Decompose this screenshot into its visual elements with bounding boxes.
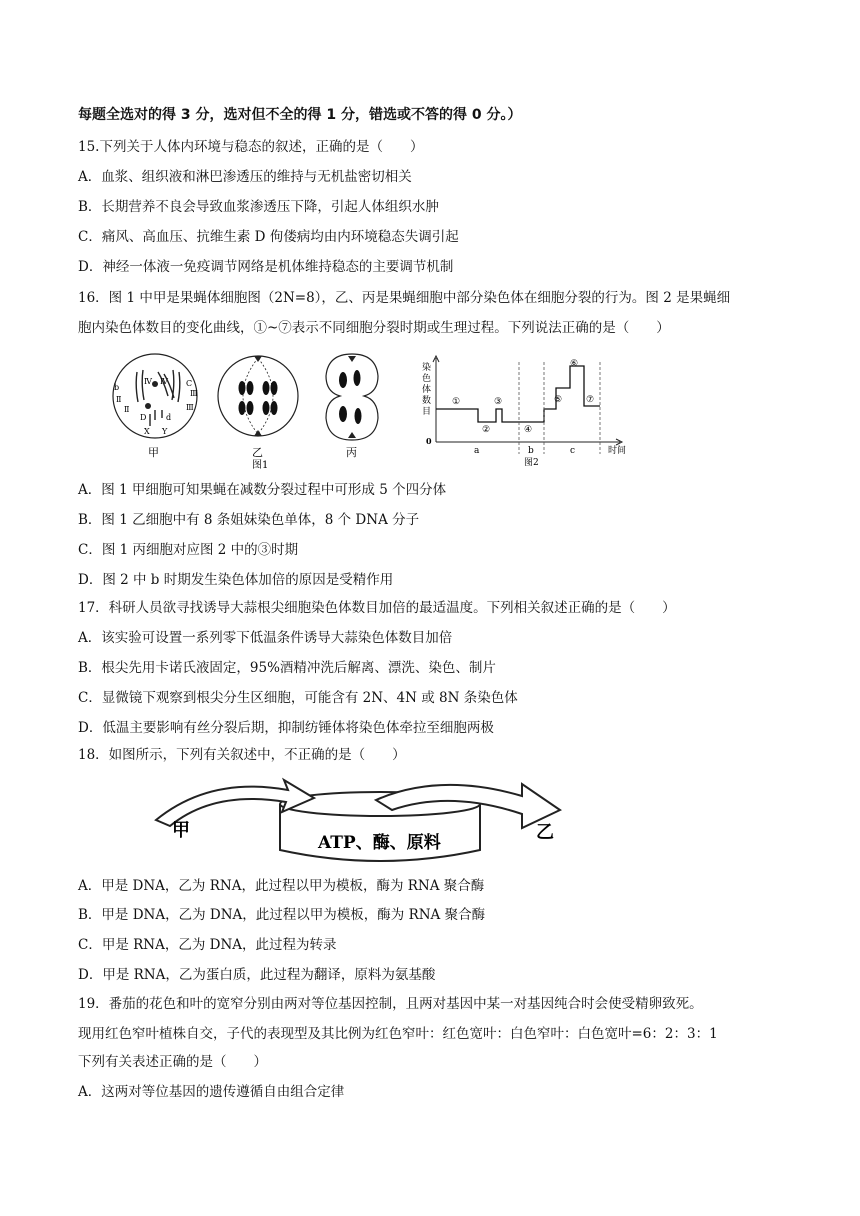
segment-b-label: b [528, 446, 534, 456]
q18-option-a: A．甲是 DNA，乙为 RNA，此过程以甲为模板，酶为 RNA 聚合酶 [78, 878, 485, 894]
q16-option-a: A．图 1 甲细胞可知果蝇在减数分裂过程中可形成 5 个四分体 [78, 482, 447, 498]
fig2-ylabel-char-5: 目 [422, 407, 432, 417]
fig2-ylabel-char-2: 色 [422, 374, 432, 384]
segment-c-label: c [570, 446, 576, 456]
q17-option-a: A．该实验可设置一系列零下低温条件诱导大蒜染色体数目加倍 [78, 630, 453, 646]
fig2-ylabel-char-1: 染 [422, 363, 432, 373]
cell-yi-label: 乙 [252, 446, 263, 459]
q17-option-d: D．低温主要影响有丝分裂后期，抑制纺锤体将染色体牵拉至细胞两极 [78, 720, 494, 736]
fig2-origin: 0 [426, 436, 432, 446]
q18-label-jia: 甲 [172, 820, 190, 841]
q15-option-a: A．血浆、组织液和淋巴渗透压的维持与无机盐密切相关 [78, 169, 412, 185]
q19-stem-line3: 下列有关表述正确的是（ ） [78, 1054, 267, 1070]
figure2-caption: 图2 [524, 458, 539, 468]
chrom-label-b: b [114, 383, 120, 392]
q15-option-d: D．神经一体液一免疫调节网络是机体维持稳态的主要调节机制 [78, 259, 454, 275]
q16-option-b: B．图 1 乙细胞中有 8 条姐妹染色单体，8 个 DNA 分子 [78, 512, 420, 528]
chrom-label-D: D [140, 413, 147, 422]
chrom-label-II-left: Ⅱ [116, 395, 122, 404]
q16-option-d: D．图 2 中 b 时期发生染色体加倍的原因是受精作用 [78, 572, 394, 588]
q19-option-a: A．这两对等位基因的遗传遵循自由组合定律 [78, 1084, 345, 1100]
fig2-xlabel: 时间 [608, 446, 627, 456]
stage-mark-6: ⑥ [570, 359, 579, 369]
stage-mark-3: ③ [494, 397, 503, 407]
q18-label-yi: 乙 [536, 822, 554, 843]
q16-stem-line2: 胞内染色体数目的变化曲线，①~⑦表示不同细胞分裂时期或生理过程。下列说法正确的是（ ） [78, 320, 670, 336]
q16-figure2 [420, 354, 640, 470]
q18-option-d: D．甲是 RNA，乙为蛋白质，此过程为翻译，原料为氨基酸 [78, 967, 436, 983]
scoring-note: 每题全选对的得 3 分，选对但不全的得 1 分，错选或不答的得 0 分。） [78, 107, 522, 123]
q17-option-b: B．根尖先用卡诺氏液固定，95%酒精冲洗后解离、漂洗、染色、制片 [78, 660, 496, 676]
chrom-label-III-right: Ⅲ [190, 389, 198, 398]
q18-center-label: ATP、酶、原料 [318, 833, 441, 853]
stage-mark-1: ① [452, 397, 461, 407]
chrom-label-Y: Y [162, 427, 168, 436]
chrom-label-II-lower: Ⅱ [124, 405, 130, 414]
q18-option-c: C．甲是 RNA，乙为 DNA，此过程为转录 [78, 937, 337, 953]
q15-option-b: B．长期营养不良会导致血浆渗透压下降，引起人体组织水肿 [78, 199, 439, 215]
chrom-label-d: d [166, 413, 172, 422]
q16-option-c: C．图 1 丙细胞对应图 2 中的③时期 [78, 542, 299, 558]
chrom-label-X: X [144, 427, 150, 436]
stage-mark-7: ⑦ [586, 395, 595, 405]
q18-option-b: B．甲是 DNA，乙为 DNA，此过程以甲为模板，酶为 RNA 聚合酶 [78, 907, 486, 923]
q16-figure1 [100, 344, 400, 469]
stage-mark-4: ④ [524, 425, 533, 435]
cell-jia-label: 甲 [148, 446, 159, 459]
q17-option-c: C．显微镜下观察到根尖分生区细胞，可能含有 2N、4N 或 8N 条染色体 [78, 690, 518, 706]
q18-figure [150, 776, 610, 876]
figure1-caption: 图1 [252, 460, 269, 469]
q18-stem: 18．如图所示，下列有关叙述中，不正确的是（ ） [78, 747, 406, 763]
stage-mark-5: ⑤ [554, 395, 563, 405]
fig2-ylabel-char-4: 数 [422, 396, 432, 406]
chrom-label-IV-a: Ⅳ [144, 377, 152, 386]
chrom-label-III-lower: Ⅲ [186, 403, 194, 412]
q19-stem-line1: 19．番茄的花色和叶的宽窄分别由两对等位基因控制，且两对基因中某一对基因纯合时会使受精卵致死。 [78, 996, 703, 1012]
stage-mark-2: ② [482, 425, 491, 435]
chrom-label-C: C [186, 379, 193, 388]
cell-bing-label: 丙 [346, 446, 357, 459]
q15-stem: 15.下列关于人体内环境与稳态的叙述，正确的是（ ） [78, 139, 424, 155]
segment-a-label: a [474, 446, 480, 456]
q17-stem: 17．科研人员欲寻找诱导大蒜根尖细胞染色体数目加倍的最适温度。下列相关叙述正确的是（ ） [78, 600, 676, 616]
q16-stem-line1: 16．图 1 中甲是果蝇体细胞图（2N=8），乙、丙是果蝇细胞中部分染色体在细胞分裂的行为。图 2 是果蝇细 [78, 290, 731, 306]
q15-option-c: C．痛风、高血压、抗维生素 D 佝偻病均由内环境稳态失调引起 [78, 229, 459, 245]
chrom-label-IV-b: Ⅳ [160, 377, 168, 386]
fig2-ylabel-char-3: 体 [422, 385, 432, 395]
q19-stem-line2: 现用红色窄叶植株自交，子代的表现型及其比例为红色窄叶：红色宽叶：白色窄叶：白色宽叶=6：2：3：1 [78, 1026, 718, 1042]
